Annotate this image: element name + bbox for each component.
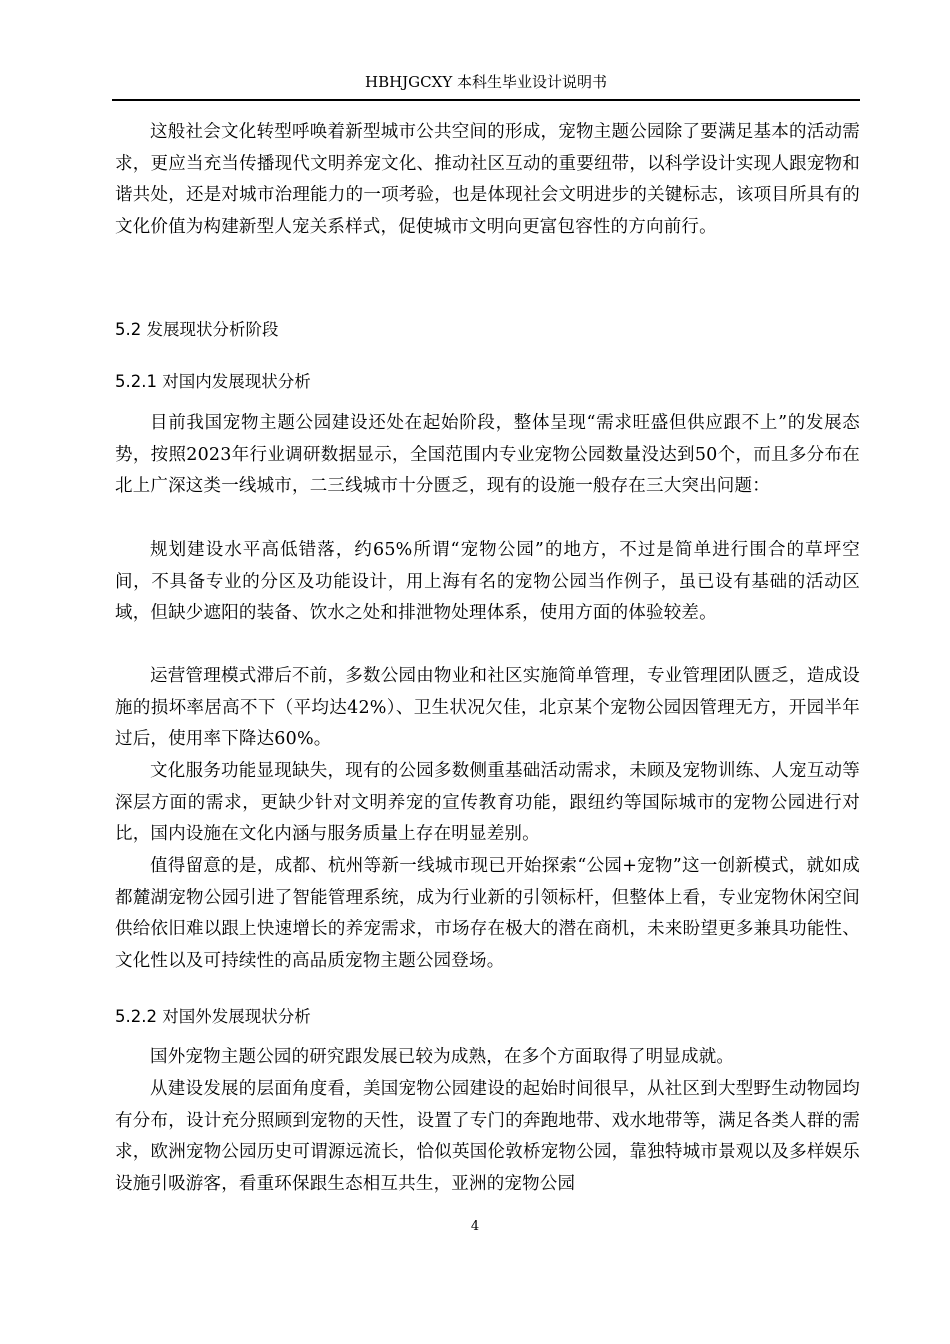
paragraph-operation-management: 运营管理模式滞后不前，多数公园由物业和社区实施简单管理，专业管理团队匮乏，造成设施的损坏率居高不下（平均达42%）、卫生状况欠佳，北京某个宠物公园因管理无方，开园半年过后，使用率下降达60%。 <box>115 666 860 749</box>
page-number: 4 <box>470 1219 480 1234</box>
paragraph-foreign-overview: 国外宠物主题公园的研究跟发展已较为成熟，在多个方面取得了明显成就。 <box>150 1047 735 1067</box>
intro-paragraph: 这般社会文化转型呼唤着新型城市公共空间的形成，宠物主题公园除了要满足基本的活动需求，更应当充当传播现代文明养宠文化、推动社区互动的重要纽带，以科学设计实现人跟宠物和谐共处，还是对城市治理能力的一项考验，也是体现社会文明进步的关键标志，该项目所具有的文化价值为构建新型人宠关系样式，促使城市文明向更富包容性的方向前行。 <box>115 122 860 237</box>
paragraph-new-tier-cities: 值得留意的是，成都、杭州等新一线城市现已开始探索“公园+宠物”这一创新模式，就如成都麓湖宠物公园引进了智能管理系统，成为行业新的引领标杆，但整体上看，专业宠物休闲空间供给依旧难以跟上快速增长的养宠需求，市场存在极大的潜在商机，未来盼望更多兼具功能性、文化性以及可持续性的高品质宠物主题公园登场。 <box>115 856 860 971</box>
paragraph-cultural-services: 文化服务功能显现缺失，现有的公园多数侧重基础活动需求，未顾及宠物训练、人宠互动等深层方面的需求，更缺少针对文明养宠的宣传教育功能，跟纽约等国际城市的宠物公园进行对比，国内设施在文化内涵与服务质量上存在明显差别。 <box>115 761 860 844</box>
page-header-title: HBHJGCXY 本科生毕业设计说明书 <box>364 73 607 91</box>
subsection-heading-5-2-1: 5.2.1 对国内发展现状分析 <box>115 372 311 391</box>
subsection-heading-5-2-2: 5.2.2 对国外发展现状分析 <box>115 1007 311 1026</box>
header-divider <box>112 99 860 101</box>
paragraph-planning-level: 规划建设水平高低错落，约65%所谓“宠物公园”的地方，不过是简单进行围合的草坪空间，不具备专业的分区及功能设计，用上海有名的宠物公园当作例子，虽已设有基础的活动区域，但缺少遮阳的装备、饮水之处和排泄物处理体系，使用方面的体验较差。 <box>115 540 860 623</box>
paragraph-foreign-construction: 从建设发展的层面角度看，美国宠物公园建设的起始时间很早，从社区到大型野生动物园均有分布，设计充分照顾到宠物的天性，设置了专门的奔跑地带、戏水地带等，满足各类人群的需求，欧洲宠物公园历史可谓源远流长，恰似英国伦敦桥宠物公园，靠独特城市景观以及多样娱乐设施引吸游客，看重环保跟生态相互共生，亚洲的宠物公园 <box>115 1079 860 1194</box>
paragraph-domestic-overview: 目前我国宠物主题公园建设还处在起始阶段，整体呈现“需求旺盛但供应跟不上”的发展态势，按照2023年行业调研数据显示，全国范围内专业宠物公园数量没达到50个，而且多分布在北上广深这类一线城市，二三线城市十分匮乏，现有的设施一般存在三大突出问题： <box>115 413 860 496</box>
section-heading-5-2: 5.2 发展现状分析阶段 <box>115 320 279 339</box>
